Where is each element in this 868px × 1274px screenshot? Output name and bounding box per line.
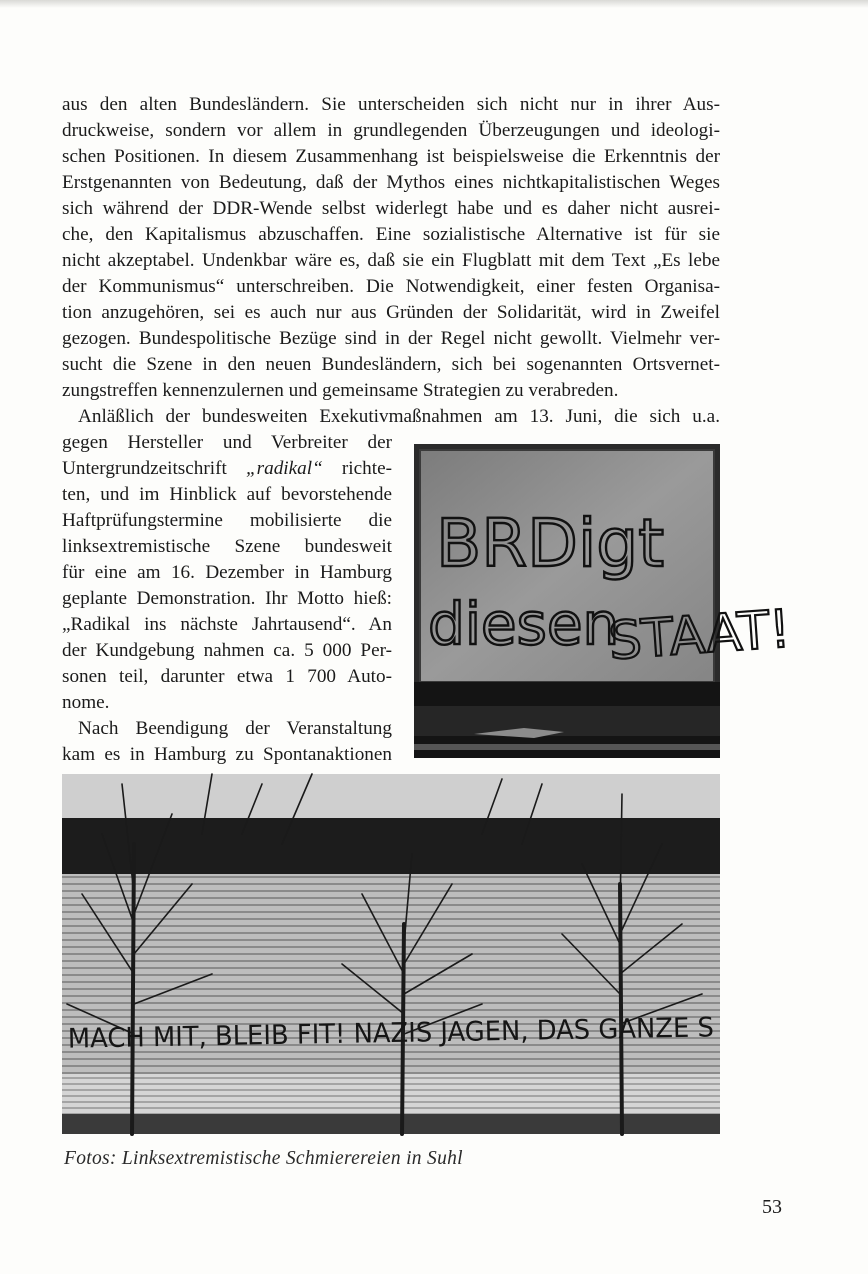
text-line: tion anzugehören, sei es auch nur aus Gründen der Solidarität, wird in Zweifel bbox=[62, 302, 720, 323]
text-line: ten, und im Hinblick auf bevorstehende bbox=[62, 484, 392, 505]
text-fragment: richte- bbox=[322, 458, 392, 479]
text-line: Anläßlich der bundesweiten Exekutivmaßnahmen am 13. Juni, die sich u.a. bbox=[78, 406, 720, 427]
photo-graffiti-brdigt bbox=[414, 444, 793, 758]
photo-caption: Fotos: Linksextremistische Schmierereien in Suhl bbox=[64, 1148, 463, 1169]
graffiti-text: diesen bbox=[428, 590, 620, 658]
text-line: sucht die Szene in den neuen Bundesländern, sich bei sogenannten Ortsvernet- bbox=[62, 354, 720, 375]
text-line: nome. bbox=[62, 692, 110, 713]
photo-graffiti-wall-image bbox=[62, 774, 745, 1134]
text-line: sonen teil, darunter etwa 1 700 Auto- bbox=[62, 666, 392, 687]
text-line: Haftprüfungstermine mobilisierte die bbox=[62, 510, 392, 531]
text-line: „Radikal ins nächste Jahrtausend“. An bbox=[62, 614, 392, 635]
text-line: sich während der DDR-Wende selbst widerlegt habe und es daher nicht ausrei- bbox=[62, 198, 720, 219]
text-line: druckweise, sondern vor allem in grundlegenden Überzeugungen und ideologi- bbox=[62, 120, 720, 141]
text-line: schen Positionen. In diesem Zusammenhang ist beispielsweise die Erkenntnis der bbox=[62, 146, 720, 167]
text-line: geplante Demonstration. Ihr Motto hieß: bbox=[62, 588, 392, 609]
text-line: der Kommunismus“ unterschreiben. Die Notwendigkeit, einer festen Organisa- bbox=[62, 276, 720, 297]
text-line: gezogen. Bundespolitische Bezüge sind in der Regel nicht gewollt. Vielmehr ver- bbox=[62, 328, 720, 349]
text-line: für eine am 16. Dezember in Hamburg bbox=[62, 562, 392, 583]
photo-graffiti-wall bbox=[62, 774, 745, 1134]
scan-top-edge bbox=[0, 0, 868, 8]
text-line: kam es in Hamburg zu Spontanaktionen bbox=[62, 744, 392, 765]
text-line: der Kundgebung nahmen ca. 5 000 Per- bbox=[62, 640, 392, 661]
text-line: che, den Kapitalismus abzuschaffen. Eine sozialistische Alternative ist für sie bbox=[62, 224, 720, 245]
text-line: nicht akzeptabel. Undenkbar wäre es, daß sie ein Flugblatt mit dem Text „Es lebe bbox=[62, 250, 720, 271]
photo-graffiti-brdigt-image bbox=[414, 444, 793, 758]
graffiti-text: STAAT! bbox=[606, 599, 793, 672]
text-line: Erstgenannten von Bedeutung, daß der Mythos eines nichtkapitalistischen Weges bbox=[62, 172, 720, 193]
italic-title-radikal: „radikal“ bbox=[245, 458, 323, 479]
text-line: linksextremistische Szene bundesweit bbox=[62, 536, 392, 557]
graffiti-text: MACH MIT, BLEIB FIT! NAZIS JAGEN, DAS GANZE S bbox=[67, 1011, 745, 1055]
text-fragment: Untergrundzeitschrift bbox=[62, 458, 246, 479]
text-line bbox=[62, 456, 392, 482]
text-line: gegen Hersteller und Verbreiter der bbox=[62, 432, 392, 453]
text-line: aus den alten Bundesländern. Sie unterscheiden sich nicht nur in ihrer Aus- bbox=[62, 94, 720, 115]
text-line: Nach Beendigung der Veranstaltung bbox=[78, 718, 392, 739]
text-line: zungstreffen kennenzulernen und gemeinsame Strategien zu verabreden. bbox=[62, 380, 619, 401]
page-number: 53 bbox=[762, 1196, 782, 1218]
graffiti-text: BRDigt bbox=[436, 505, 665, 582]
